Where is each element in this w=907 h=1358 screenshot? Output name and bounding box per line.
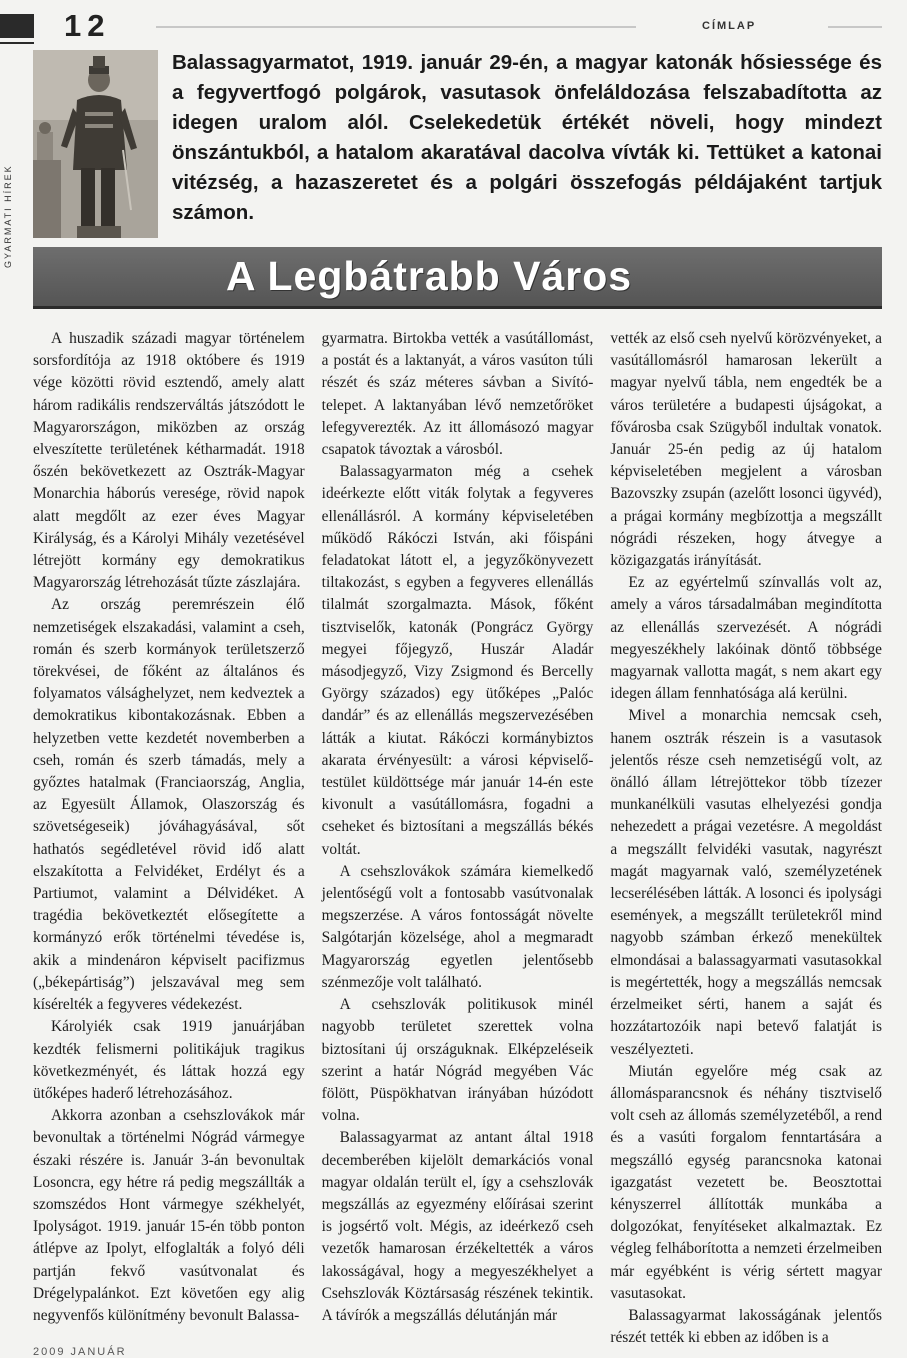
article-column-3 [610, 328, 883, 1347]
section-label: CÍMLAP [702, 20, 757, 32]
article-column-1 [33, 328, 305, 1328]
page-footer: 2009 JANUÁR [33, 1346, 127, 1358]
body-paragraph: A csehszlovák politikusok minél nagyobb területet szerettek volna biztosítani új országuknak. Elképzeléseik szerint a határ Nógrád megyében Vác fölött, Püspökhatvan irányában húzódott volna. [321, 996, 594, 1125]
article-body [33, 328, 883, 1347]
body-paragraph: Akkorra azonban a csehszlovákok már bevonultak a történelmi Nógrád vármegye északi részére is. Január 3-án bevonultak Losoncra, egy hétre rá pedig megszállták a szomszédos Hont vármegye székhelyét, Ipolyságot. 1919. január 15-én több ponton átlépve az Ipolyt, elfoglalták a folyó déli partján fekvő vasútvonalat és Drégelypalánkot. Ezt követően egy alig negyvenfős különítmény bevonult Balassa- [33, 1107, 305, 1324]
body-paragraph: Mivel a monarchia nemcsak cseh, hanem osztrák részein is a vasutasok jelentős része cseh nemzetiségű volt, az önálló állam létrejöttekor több tízezer munkanélküli vasutas elhelyezési gondja nehezedett a prágai vezetésre. A megoldást a megszállt felvidéki vasutak, nagyrészt magát magyarnak való, személyzetének lecserélésében látták. A losonci és ipolysági események, a megszállt területekről mind nagyobb számban érkező menekültek elmondásai a balassagyarmati vasutasokkal is megértették, hogy a megszállás nemcsak érzelmeiket sérti, hanem a saját és hozzátartozóik napi betevő falatját is veszélyezteti. [610, 707, 883, 1058]
article-title: A Legbátrabb Város [226, 253, 633, 299]
side-label-publication: GYARMATI HÍREK [3, 164, 13, 268]
lead-paragraph: Balassagyarmatot, 1919. január 29-én, a magyar katonák hősiessége és a fegyvertfogó polgárok, vasutasok önfeláldozása felszabadította az idegen uralom alól. Cselekedetük értékét növeli, hogy mindezt önszántukból, a hatalom akaratával dacolva vívták ki. Tettüket a katonai vitézség, a hazaszeretet és a polgári összefogás példájaként tartjuk számon. [172, 51, 882, 224]
body-paragraph: Ez az egyértelmű színvallás volt az, amely a város társadalmában megindította az ellenállás szervezését. A nógrádi megyeszékhely lakóinak döntő többsége magyarnak vallotta magát, s nem akart egy idegen állam fennhatósága alá kerülni. [610, 574, 883, 703]
body-paragraph: gyarmatra. Birtokba vették a vasútállomást, a postát és a laktanyát, a város vasúton túli részét és száz méteres sávban a Sivító-telepet. A laktanyában lévő nemzetőröket lefegyverezték. Az itt állomásozó magyar csapatok távoztak a városból. [321, 330, 594, 459]
body-paragraph: Az ország peremrészein élő nemzetiségek elszakadási, valamint a cseh, román és szerb kormányok területszerző törekvései, de főként az általános és folyamatos válsághelyzet, nem kedveztek a demokratikus kibontakozásnak. Ebben a helyzetben vette kezdetét novemberben a cseh, román és szerb támadás, mely a győztes hatalmak (Franciaország, Anglia, az Egyesült Államok, Olaszország és szövetségeseik) jóváhagyásával, sőt hathatós segédletével rövid idő alatt elszakította a Felvidéket, Erdélyt és a Partiumot, valamint a Délvidéket. A tragédia bekövetkeztét elősegítette a kormányzó erők történelmi tévedése is, akik a mindenáron képviselt pacifizmus („békepártiság”) jelszavával meg sem kísérelték a fegyveres védekezést. [33, 596, 305, 1014]
header-rule-left [156, 26, 636, 28]
body-paragraph: Balassagyarmat lakosságának jelentős részét tették ki ebben az időben is a [610, 1306, 883, 1347]
body-paragraph: A huszadik századi magyar történelem sorsfordítója az 1918 októbere és 1919 vége közötti rövid esztendő, amely alatt három radikális rendszerváltás játszódott le Magyarországon, miközben az ország elveszítette területének kétharmadát. 1918 őszén bekövetkezett az Osztrák-Magyar Monarchia háborús veresége, rövid napok alatt megdőlt az ezer éves Magyar Királyság, és a Károlyi Mihály vezetésével létrejött kormány egy demokratikus Magyarország létrehozását tűzte zászlajára. [33, 330, 305, 592]
body-paragraph: A csehszlovákok számára kiemelkedő jelentőségű volt a fontosabb vasútvonalak megszerzése. A város fontosságát növelte Salgótarján közelsége, ahol a megmaradt Magyarország egyetlen jelentősebb szénmezője volt található. [321, 862, 594, 991]
page-number: 12 [64, 8, 111, 43]
body-paragraph: Balassagyarmaton még a csehek ideérkezte előtt viták folytak a fegyveres ellenállásról. A kormány képviseletében működő Rákóczi István, aki főispáni feladatokat látott el, a jegyzőkönyvezett tiltakozást, s egyben a fegyveres ellenállás tilalmát szorgalmazta. Mások, főként tisztviselők, katonák (Pongrácz György megyei főjegyző, Huszár Aladár másodjegyző, Vizy Zsigmond és Bercelly György százados) egy ütőképes „Palóc dandár” és az ellenállás megszervezésében látták a kiutat. Rákóczi kormánybiztos akarata érvényesült: a városi képviselő-testület küldöttsége már január 14-én este kivonult a vasútállomásra, fogadni a cseheket és biztosítani a megszállás békés voltát. [321, 463, 594, 858]
header-rule-right [828, 26, 882, 28]
portrait-photo [33, 50, 158, 238]
body-paragraph: Károlyiék csak 1919 januárjában kezdték felismerni politikájuk tragikus következményét, és láttak hozzá egy ütőképes haderő létrehozásához. [33, 1018, 305, 1102]
header-corner-block [0, 14, 34, 38]
article-column-2 [322, 328, 594, 1328]
title-banner [33, 247, 882, 309]
body-paragraph: vették az első cseh nyelvű körözvényeket, a vasútállomásról hamarosan lekerült a magyar nyelvű tábla, nem engedték be a város területére a budapesti újságokat, a fővárosba csak Szügyből indultak vonatok. Január 25-én pedig az új hatalom képviseletében megjelent a városban Bazovszky zsupán (azelőtt losonci ügyvéd), a prágai kormány megbízottja a megszállt nógrádi részeken, hogy átvegye a közigazgatás irányítását. [610, 330, 883, 570]
body-paragraph: Balassagyarmat az antant által 1918 decemberében kijelölt demarkációs vonal magyar oldalán terült el, így a csehszlovák megszállás az egyezmény előírásai szerint is jogsértő volt. Mégis, az ideérkező cseh vezetők hamarosan érzékeltették a város lakosságával, hogy a megyeszékhelyet a Csehszlovák Köztársaság részének tekintik. A távírók a megszállás délutánján már [321, 1129, 594, 1324]
body-paragraph: Miután egyelőre még csak az állomásparancsnok és néhány tisztviselő volt cseh az állomás személyzetéből, a rend és a vasúti forgalom fenntartására a megszálló egység parancsnoka katonai igazgatást vezetett be. Beosztottai kényszerrel állították munkába a dolgozókat, fenyítéseket alkalmaztak. Ez végleg felháborította a nemzeti érzelmeiben már egyébként is vérig sértett magyar vasutasokat. [610, 1062, 883, 1302]
soldier-portrait-illustration [33, 50, 158, 238]
